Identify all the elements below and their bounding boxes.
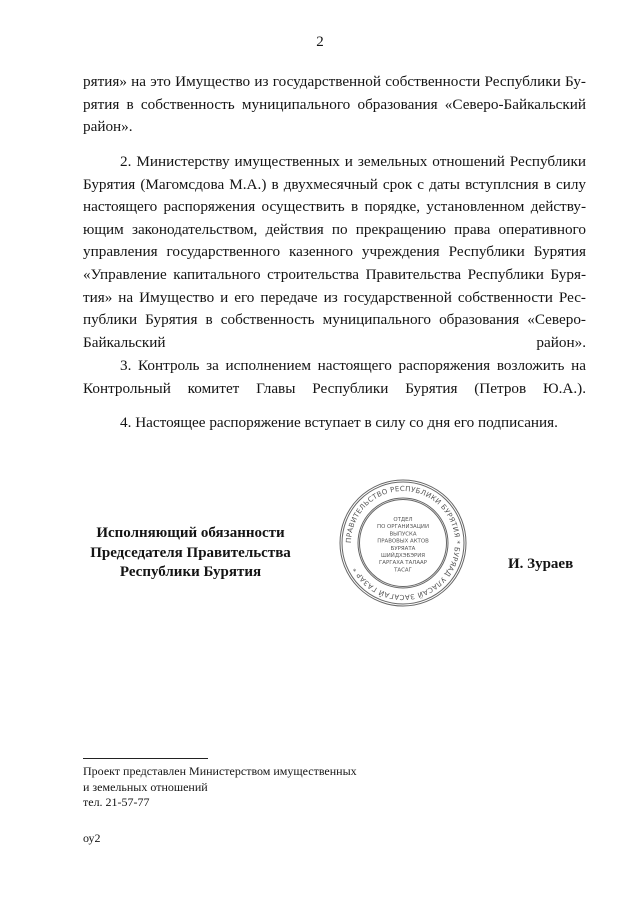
paragraph-2-line: «Управление капитального строительства Правительства Республики Буря- xyxy=(83,265,586,283)
seal-center-line: ГАРГАХА ТАЛААР xyxy=(379,560,427,567)
paragraph-3-line: 3. Контроль за исполнением настоящего распоряжения возложить на xyxy=(120,357,586,374)
paragraph-1-line: район». xyxy=(83,118,133,136)
signatory-title-line: Председателя Правительства xyxy=(90,544,291,561)
signatory-title-line: Республики Бурятия xyxy=(119,564,262,580)
page-number: 2 xyxy=(316,34,324,50)
footnote-divider xyxy=(83,758,208,759)
signatory-title xyxy=(83,524,298,583)
paragraph-2-line: настоящего распоряжения осуществить в порядке, установленном действу- xyxy=(83,198,586,216)
paragraph-1 xyxy=(83,71,586,139)
seal-center-line: ПРАВОВЫХ АКТОВ xyxy=(377,538,429,545)
seal-center-line: БУРЯАТА xyxy=(390,545,416,552)
seal-ring-text: ПРАВИТЕЛЬСТВО РЕСПУБЛИКИ БУРЯТИЯ * БУРЯАД УЛАСАЙ ЗАСАГАЙ ГАЗАР * xyxy=(344,484,462,602)
signatory-title-line: Исполняющий обязанности xyxy=(96,525,285,541)
footnote xyxy=(83,764,357,811)
signatory-name: И. Зураев xyxy=(508,556,574,572)
seal-center-line: ВЫПУСКА xyxy=(389,531,417,538)
paragraph-2 xyxy=(83,151,586,354)
document-code: оу2 xyxy=(83,831,101,845)
paragraph-2-line: тия» на Имущество и его передаче из государственной собственности Рес- xyxy=(83,288,586,306)
paragraph-2-line: публики Бурятия в собственность муниципального образования «Северо- xyxy=(83,311,586,329)
paragraph-4-line: 4. Настоящее распоряжение вступает в силу со дня его подписания. xyxy=(120,414,558,431)
paragraph-3 xyxy=(83,355,586,400)
paragraph-2-line: Байкальский район». xyxy=(83,333,586,351)
paragraph-1-line: рятия» на это Имущество из государственной собственности Республики Бу- xyxy=(83,73,586,90)
official-seal xyxy=(338,478,468,608)
footnote-line: Проект представлен Министерством имущественных xyxy=(83,764,357,778)
paragraph-1-line: рятия в собственность муниципального образования «Северо-Байкальский xyxy=(83,95,586,113)
paragraph-3-line: Контрольный комитет Главы Республики Бурятия (Петров Ю.А.). xyxy=(83,379,586,397)
footnote-line: и земельных отношений xyxy=(83,779,208,794)
paragraph-2-line: управления государственного казенного учреждения Республики Бурятия xyxy=(83,243,586,261)
paragraph-2-line: Бурятия (Магомсдова М.А.) в двухмесячный срок с даты вступлсния в силу xyxy=(83,175,586,193)
seal-center-line: ШИЙДХЭБЭРИЯ xyxy=(381,553,425,559)
paragraph-4 xyxy=(83,412,586,435)
seal-center-line: ПО ОРГАНИЗАЦИИ xyxy=(377,524,429,531)
footnote-line: тел. 21-57-77 xyxy=(83,795,150,809)
seal-center-line: ОТДЕЛ xyxy=(393,517,413,523)
paragraph-2-line: ющим законодательством, действия по прекращению права оперативного xyxy=(83,220,586,238)
seal-center-line: ТАСАГ xyxy=(394,567,412,574)
paragraph-2-line: 2. Министерству имущественных и земельных отношений Республики xyxy=(120,153,586,170)
